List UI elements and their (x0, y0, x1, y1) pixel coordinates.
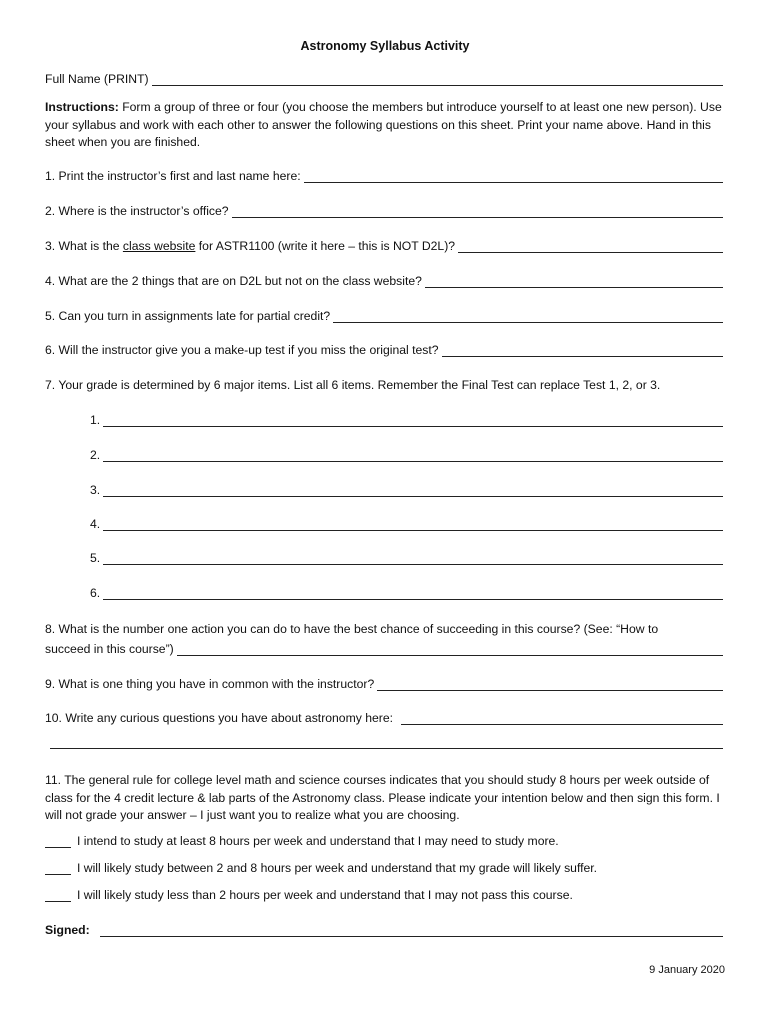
instructions-paragraph (45, 99, 727, 152)
option-checkbox-blank[interactable] (45, 836, 71, 848)
answer-3-field[interactable] (458, 241, 723, 253)
question-3-text (45, 239, 455, 253)
grade-item-field[interactable] (103, 588, 723, 600)
question-3-post: for ASTR1100 (write it here – this is NOT D2L)? (195, 239, 456, 253)
question-5 (45, 309, 723, 323)
grade-item-field[interactable] (103, 519, 723, 531)
question-1 (45, 169, 723, 183)
class-website-link[interactable]: class website (122, 239, 196, 253)
option-checkbox-blank[interactable] (45, 863, 71, 875)
answer-6-field[interactable] (442, 345, 723, 357)
question-9 (45, 677, 723, 691)
question-8 (45, 642, 723, 656)
page-title: Astronomy Syllabus Activity (300, 39, 470, 53)
answer-10-extra-line[interactable] (50, 747, 723, 749)
answer-9-field[interactable] (377, 679, 723, 691)
grade-item-number: 1. (90, 413, 101, 427)
grade-item-row (90, 551, 723, 565)
answer-10-field[interactable] (401, 713, 723, 725)
grade-item-row (90, 517, 723, 531)
grade-item-row (90, 483, 723, 497)
signature-row (45, 923, 723, 937)
study-option-under-2 (45, 888, 573, 902)
grade-item-row (90, 586, 723, 600)
grade-item-field[interactable] (103, 485, 723, 497)
question-2 (45, 204, 723, 218)
grade-item-number: 2. (90, 448, 101, 462)
grade-item-row (90, 448, 723, 462)
full-name-row (45, 72, 723, 86)
answer-4-field[interactable] (425, 276, 723, 288)
grade-item-field[interactable] (103, 450, 723, 462)
grade-item-number: 3. (90, 483, 101, 497)
option-text: I will likely study between 2 and 8 hours per week and understand that my grade will likely suffer. (77, 861, 598, 875)
signature-field[interactable] (100, 925, 723, 937)
question-11-text: 11. The general rule for college level math and science courses indicates that you should study 8 hours per week outside of class for the 4 credit lecture & lab parts of the Astronomy class. Please indicate your intention below and then sign this form. I will not grade your answer – I just want you to realize what you are choosing. (45, 773, 720, 822)
full-name-label: Full Name (PRINT) (45, 72, 149, 86)
question-8-line1: 8. What is the number one action you can do to have the best chance of succeeding in this course? (See: “How to (45, 622, 659, 636)
option-checkbox-blank[interactable] (45, 890, 71, 902)
question-6-text: 6. Will the instructor give you a make-up test if you miss the original test? (45, 343, 439, 357)
option-text: I intend to study at least 8 hours per week and understand that I may need to study more. (77, 834, 559, 848)
signed-label: Signed: (45, 923, 90, 937)
question-9-text: 9. What is one thing you have in common with the instructor? (45, 677, 375, 691)
question-4-text: 4. What are the 2 things that are on D2L but not on the class website? (45, 274, 422, 288)
answer-5-field[interactable] (333, 311, 723, 323)
question-10 (45, 711, 723, 725)
answer-1-field[interactable] (304, 171, 723, 183)
grade-item-number: 4. (90, 517, 101, 531)
question-5-text: 5. Can you turn in assignments late for partial credit? (45, 309, 331, 323)
question-3-pre: 3. What is the (45, 239, 123, 253)
grade-item-field[interactable] (103, 415, 723, 427)
study-option-2-to-8 (45, 861, 597, 875)
question-1-text: 1. Print the instructor’s first and last name here: (45, 169, 301, 183)
question-6 (45, 343, 723, 357)
document-date: 9 January 2020 (649, 964, 725, 976)
option-text: I will likely study less than 2 hours per week and understand that I may not pass this course. (77, 888, 573, 902)
question-10-text: 10. Write any curious questions you have about astronomy here: (45, 711, 393, 725)
grade-item-field[interactable] (103, 553, 723, 565)
question-7-text: 7. Your grade is determined by 6 major items. List all 6 items. Remember the Final Test can replace Test 1, 2, or 3. (45, 378, 661, 392)
full-name-field[interactable] (152, 74, 723, 86)
question-3 (45, 239, 723, 253)
question-2-text: 2. Where is the instructor’s office? (45, 204, 229, 218)
question-4 (45, 274, 723, 288)
instructions-label: Instructions: (45, 100, 119, 114)
question-8-line2: succeed in this course”) (45, 642, 174, 656)
instructions-text: Form a group of three or four (you choose the members but introduce yourself to at least one new person). Use your syllabus and work with each other to answer the following questions on this sheet. Print your name above. Hand in this sheet when you are finished. (45, 100, 722, 149)
grade-item-row (90, 413, 723, 427)
answer-2-field[interactable] (232, 206, 723, 218)
grade-item-number: 6. (90, 586, 101, 600)
grade-item-number: 5. (90, 551, 101, 565)
answer-8-field[interactable] (177, 644, 723, 656)
study-option-8-plus (45, 834, 559, 848)
